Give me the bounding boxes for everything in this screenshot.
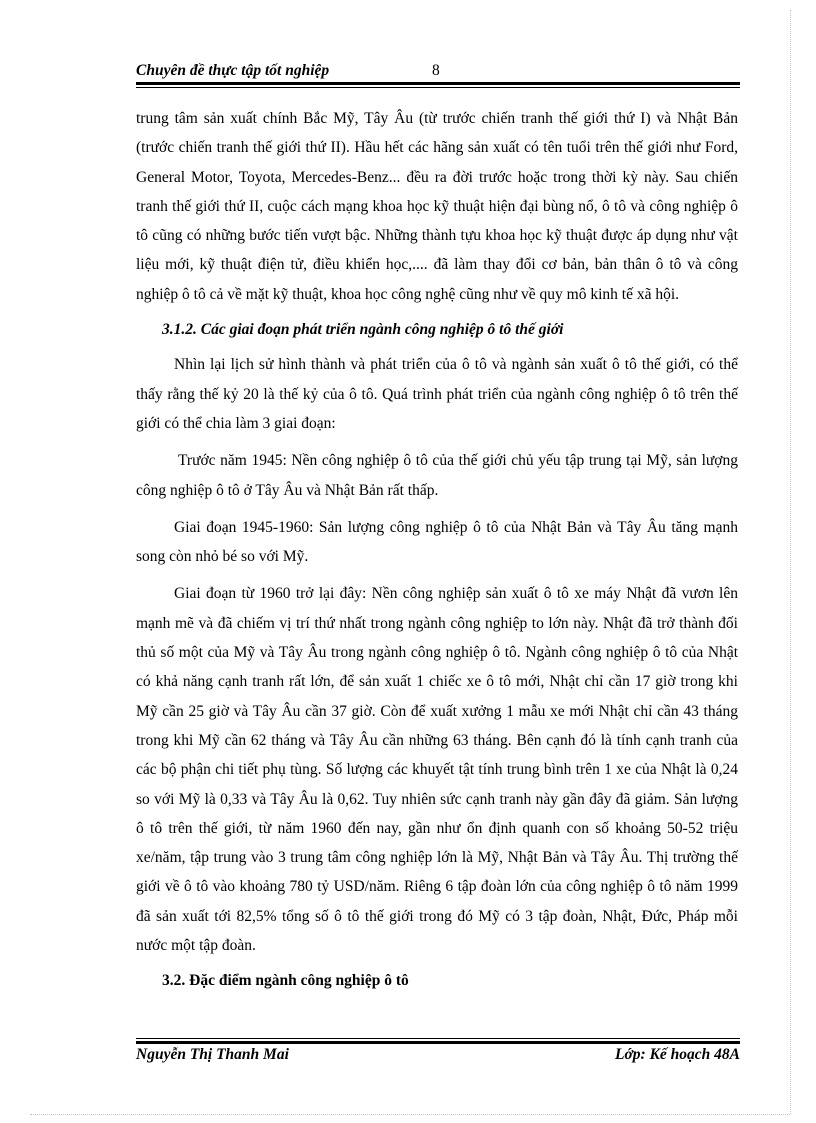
footer-rule-thin	[136, 1038, 740, 1039]
header-rule-thin	[136, 87, 740, 88]
header-title: Chuyên đề thực tập tốt nghiệp	[136, 62, 330, 79]
paragraph-before-1945: Trước năm 1945: Nền công nghiệp ô tô của thế giới chủ yếu tập trung tại Mỹ, sản lượng công nghiệp ô tô ở Tây Âu và Nhật Bản rất thấp.	[136, 452, 738, 499]
page-body	[136, 104, 738, 1002]
page-number: 8	[432, 62, 440, 79]
page-header	[136, 58, 740, 82]
page-footer	[136, 1044, 740, 1068]
header-rule-thick	[136, 82, 740, 85]
footer-class-label: Lớp: Kế hoạch 48A	[615, 1046, 740, 1063]
page-edge-right	[790, 10, 791, 1114]
section-heading-32: 3.2. Đặc điểm ngành công nghiệp ô tô	[162, 972, 409, 990]
paragraph-since-1960: Giai đoạn từ 1960 trở lại đây: Nền công nghiệp sản xuất ô tô xe máy Nhật đã vươn lên mạnh mẽ và đã chiếm vị trí thứ nhất trong ngành công nghiệp to lớn này. Nhật đã trở thành đối thủ số một của Mỹ và Tây Âu trong ngành công nghiệp ô tô. Ngành công nghiệp ô tô của Nhật có khả năng cạnh tranh rất lớn, để sản xuất 1 chiếc xe ô tô mới, Nhật chỉ cần 17 giờ trong khi Mỹ cần 25 giờ và Tây Âu cần 37 giờ. Còn để xuất xưởng 1 mẫu xe mới Nhật chỉ cần 43 tháng trong khi Mỹ cần 62 tháng và Tây Âu cần những 63 tháng. Bên cạnh đó là tính cạnh tranh của các bộ phận chi tiết phụ tùng. Số lượng các khuyết tật tính trung bình trên 1 xe của Nhật là 0,24 so với Mỹ là 0,33 và Tây Âu là 0,62. Tuy nhiên sức cạnh tranh này gần đây đã giảm. Sản lượng ô tô trên thế giới, từ năm 1960 đến nay, gần như ổn định quanh con số khoảng 50-52 triệu xe/năm, tập trung vào 3 trung tâm công nghiệp lớn là Mỹ, Nhật Bản và Tây Âu. Thị trường thế giới về ô tô vào khoảng 780 tỷ USD/năm. Riêng 6 tập đoàn lớn của công nghiệp ô tô năm 1999 đã sản xuất tới 82,5% tổng số ô tô thế giới trong đó Mỹ có 3 tập đoàn, Nhật, Đức, Pháp mỗi nước một tập đoàn.	[136, 585, 738, 955]
section-heading-312: 3.1.2. Các giai đoạn phát triển ngành công nghiệp ô tô thế giới	[162, 321, 564, 339]
page-edge-bottom	[30, 1114, 790, 1115]
paragraph-overview: Nhìn lại lịch sử hình thành và phát triển của ô tô và ngành sản xuất ô tô thế giới, có thể thấy rằng thế kỷ 20 là thế kỷ của ô tô. Quá trình phát triển của ngành công nghiệp ô tô trên thế giới có thể chia làm 3 giai đoạn:	[136, 356, 738, 432]
paragraph-1945-1960: Giai đoạn 1945-1960: Sản lượng công nghiệp ô tô của Nhật Bản và Tây Âu tăng mạnh song còn nhỏ bé so với Mỹ.	[136, 518, 738, 566]
paragraph-intro: trung tâm sản xuất chính Bắc Mỹ, Tây Âu (từ trước chiến tranh thế giới thứ I) và Nhật Bản (trước chiến tranh thế giới thứ II). Hầu hết các hãng sản xuất có tên tuổi trên thế giới như Ford, General Motor, Toyota, Mercedes-Benz... đều ra đời trước hoặc trong thời kỳ này. Sau chiến tranh thế giới thứ II, cuộc cách mạng khoa học kỹ thuật hiện đại bùng nổ, ô tô và công nghiệp ô tô cũng có những bước tiến vượt bậc. Những thành tựu khoa học kỹ thuật được áp dụng như vật liệu mới, kỹ thuật điện tử, điều khiển học,.... đã làm thay đổi cơ bản, bản thân ô tô và công nghiệp ô tô cả về mặt kỹ thuật, khoa học công nghệ cũng như về quy mô kinh tế xã hội.	[136, 110, 738, 303]
footer-author: Nguyễn Thị Thanh Mai	[136, 1046, 289, 1063]
